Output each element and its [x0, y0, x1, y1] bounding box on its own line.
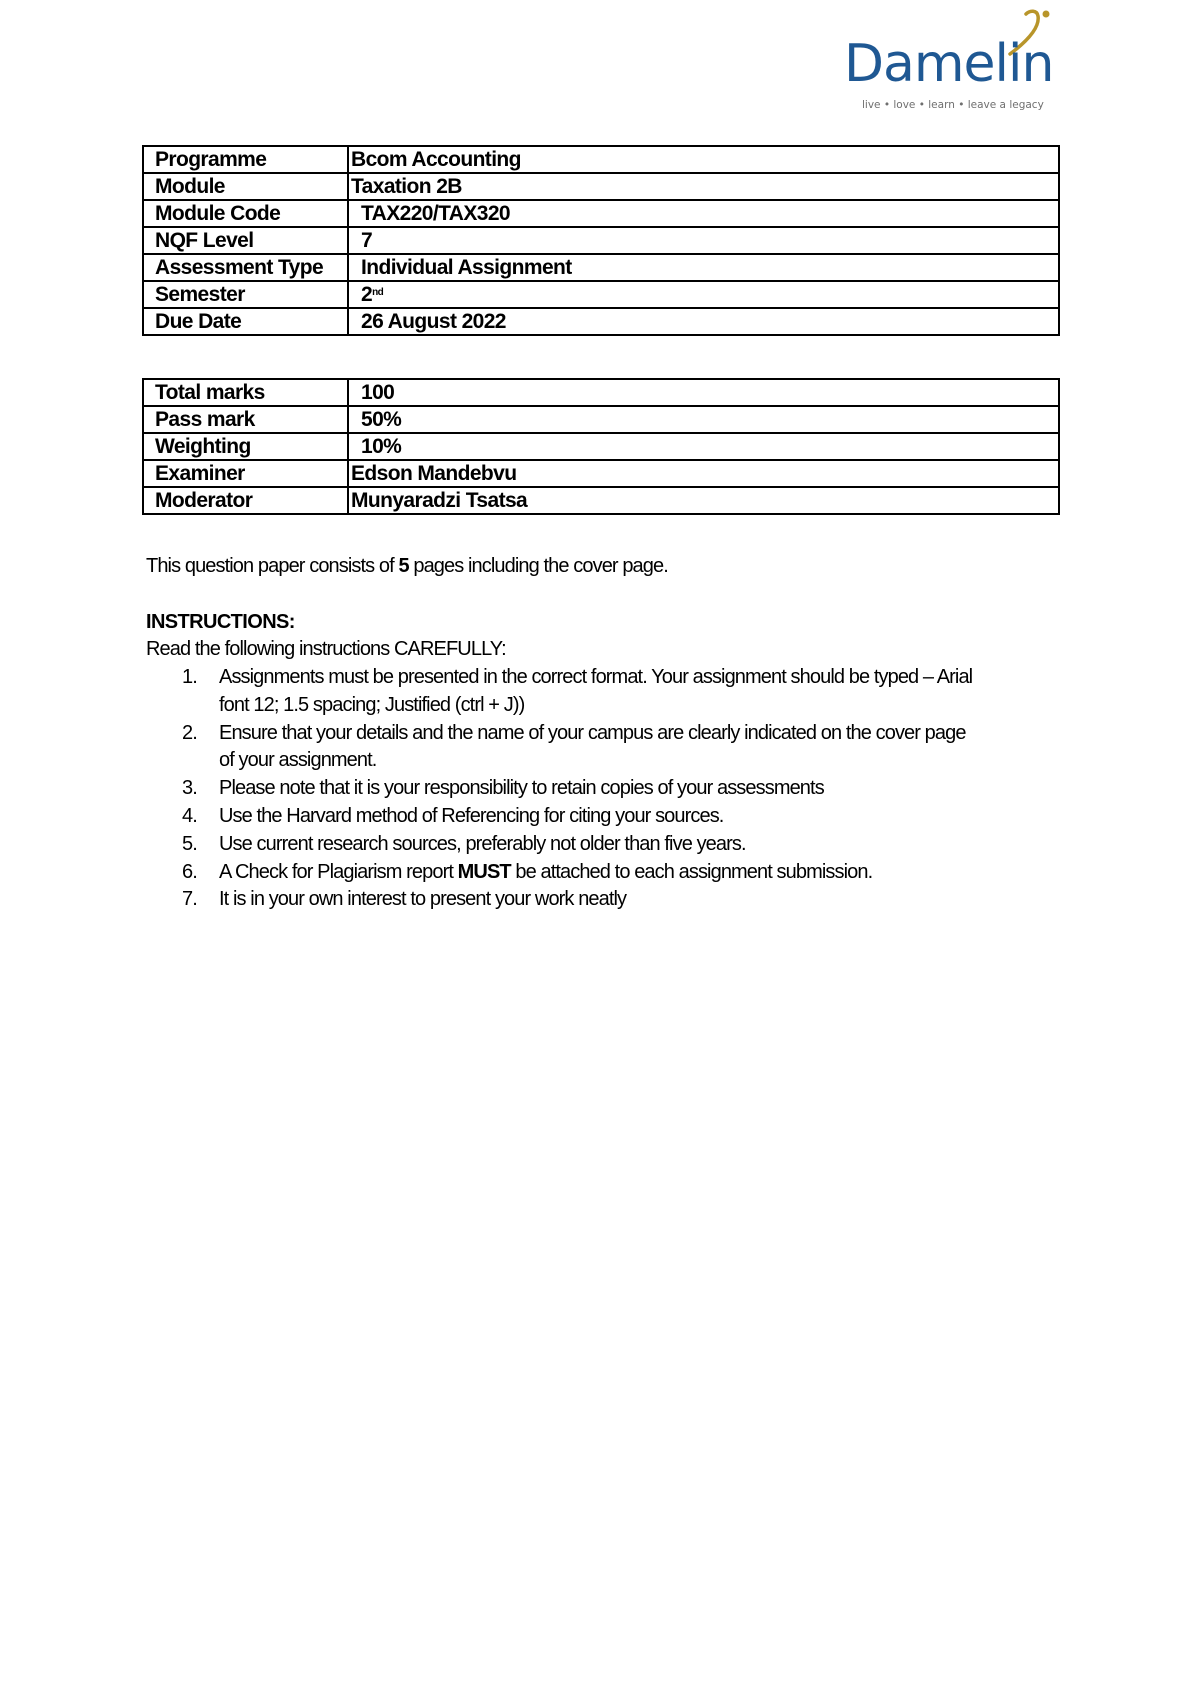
table-row — [143, 379, 1059, 406]
table-value — [348, 281, 1059, 308]
list-item — [0, 859, 1049, 887]
table-value: 26 August 2022 — [348, 308, 1059, 335]
table-label: Pass mark — [143, 406, 348, 433]
table-label: Module Code — [143, 200, 348, 227]
table-label: Total marks — [143, 379, 348, 406]
list-item-line: Assignments must be presented in the correct format. Your assignment should be typed – Arial — [219, 666, 973, 688]
table-row — [143, 460, 1059, 487]
list-item-line: font 12; 1.5 spacing; Justified (ctrl + J)) — [219, 693, 525, 716]
list-item-line: of your assignment. — [219, 749, 377, 772]
table-row — [143, 200, 1059, 227]
list-number: 3. — [182, 777, 197, 800]
table-value: 50% — [348, 406, 1059, 433]
emphasis-must: MUST — [457, 860, 511, 883]
list-item — [0, 664, 1049, 720]
instructions-heading: INSTRUCTIONS: — [146, 611, 295, 633]
list-number: 1. — [182, 666, 197, 688]
table-row — [143, 227, 1059, 254]
list-item-text: Please note that it is your responsibility to retain copies of your assessments — [219, 777, 824, 800]
list-number: 7. — [182, 888, 197, 911]
list-item-text-start: A Check for Plagiarism report — [219, 860, 458, 883]
list-item-text: Use current research sources, preferably not older than five years. — [219, 832, 746, 855]
list-number: 4. — [182, 804, 197, 827]
table-label: Module — [143, 173, 348, 200]
list-number: 2. — [182, 721, 197, 744]
table-value: 7 — [348, 227, 1059, 254]
semester-number: 2 — [361, 283, 373, 306]
list-item-text: It is in your own interest to present your work neatly — [219, 888, 627, 911]
assessment-details-table — [142, 145, 1060, 336]
table-row — [143, 281, 1059, 308]
table-label: Programme — [143, 146, 348, 173]
intro-text-end: pages including the cover page. — [408, 555, 668, 577]
table-label: Moderator — [143, 487, 348, 514]
table-value: 10% — [348, 433, 1059, 460]
instructions-lead: Read the following instructions CAREFULLY: — [146, 638, 506, 660]
instructions-list — [0, 664, 1049, 914]
table-label: Semester — [143, 281, 348, 308]
table-label: Examiner — [143, 460, 348, 487]
table-value: 100 — [348, 379, 1059, 406]
table-row — [143, 146, 1059, 173]
list-item — [0, 720, 1049, 776]
table-row — [143, 487, 1059, 514]
marks-table — [142, 378, 1060, 515]
table-label: Due Date — [143, 308, 348, 335]
intro-text: This question paper consists of — [146, 555, 399, 577]
table-row — [143, 308, 1059, 335]
list-item-text: Use the Harvard method of Referencing for citing your sources. — [219, 804, 724, 827]
list-item-text-end: be attached to each assignment submission. — [510, 860, 873, 883]
table-value: Individual Assignment — [348, 254, 1059, 281]
table-value: Bcom Accounting — [348, 146, 1059, 173]
list-item-line: Ensure that your details and the name of your campus are clearly indicated on the cover page — [219, 721, 966, 744]
table-row — [143, 254, 1059, 281]
ordinal-suffix: nd — [372, 287, 384, 298]
logo-wordmark: Damelin — [844, 34, 1054, 94]
list-item — [0, 775, 1049, 803]
table-value: Munyaradzi Tsatsa — [348, 487, 1059, 514]
table-value: Edson Mandebvu — [348, 460, 1059, 487]
table-row — [143, 406, 1059, 433]
table-value: TAX220/TAX320 — [348, 200, 1059, 227]
page-count: 5 — [398, 555, 409, 577]
list-item — [0, 803, 1049, 831]
list-item — [0, 886, 1049, 914]
table-row — [143, 433, 1059, 460]
list-item — [0, 831, 1049, 859]
table-label: Weighting — [143, 433, 348, 460]
table-label: Assessment Type — [143, 254, 348, 281]
list-number: 6. — [182, 860, 197, 883]
page-count-note — [146, 553, 668, 579]
table-row — [143, 173, 1059, 200]
logo-tagline: live • love • learn • leave a legacy — [862, 99, 1044, 111]
table-value: Taxation 2B — [348, 173, 1059, 200]
list-number: 5. — [182, 832, 197, 855]
damelin-logo — [838, 4, 1078, 119]
list-item-text — [219, 859, 1049, 887]
table-label: NQF Level — [143, 227, 348, 254]
